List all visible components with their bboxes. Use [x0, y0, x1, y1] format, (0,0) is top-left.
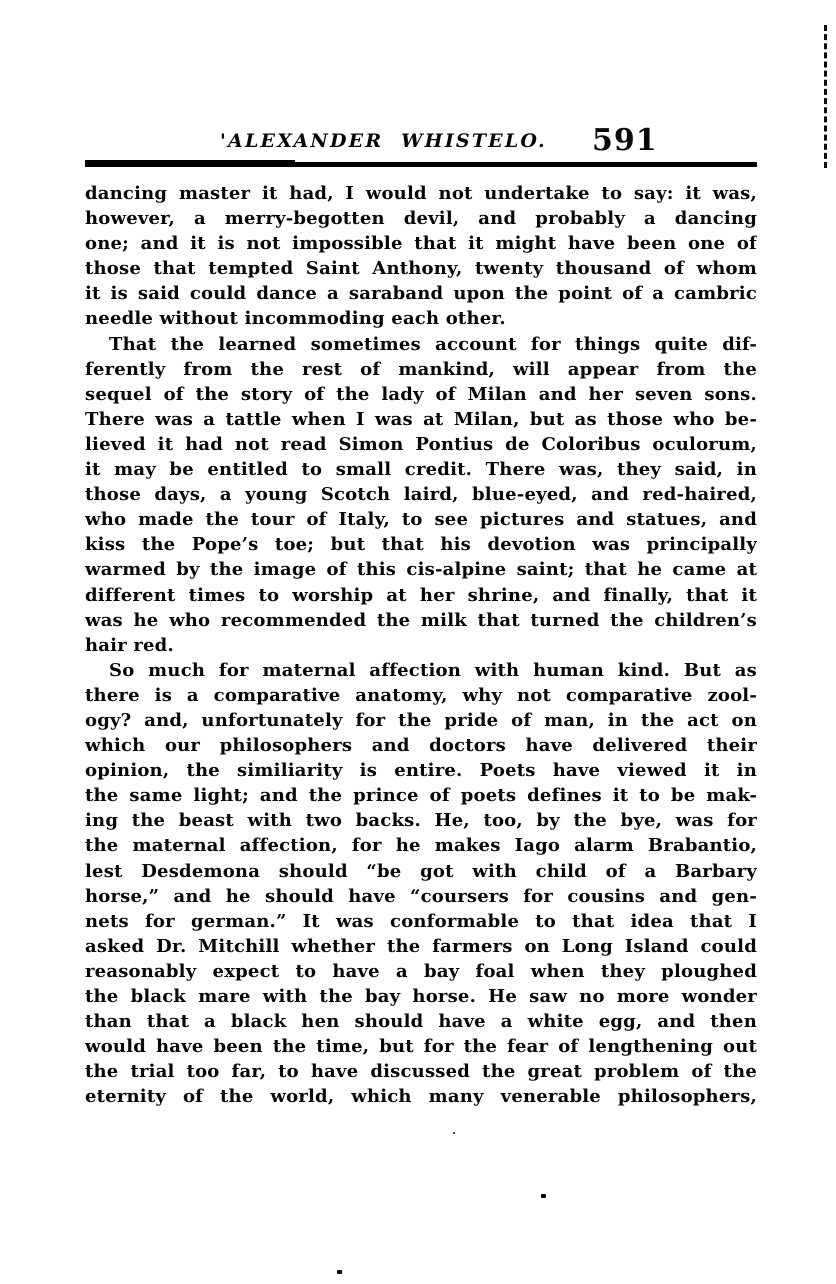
paragraph [85, 332, 757, 658]
text-line: would have been the time, but for the fear of lengthening out [85, 1036, 757, 1058]
running-header-title: 'ALEXANDER WHISTELO. [220, 130, 547, 152]
text-line: horse,” and he should have “coursers for cousins and gen- [85, 885, 757, 907]
text-line: hair red. [85, 634, 174, 656]
text-line: sequel of the story of the lady of Milan and her seven sons. [85, 383, 757, 405]
text-line: those days, a young Scotch laird, blue-eyed, and red-haired, [85, 484, 757, 506]
text-line: the same light; and the prince of poets defines it to be mak- [85, 785, 757, 807]
text-line: ferently from the rest of mankind, will appear from the [85, 358, 757, 380]
text-line: those that tempted Saint Anthony, twenty thousand of whom [85, 258, 757, 280]
text-line: There was a tattle when I was at Milan, but as those who be- [85, 408, 757, 430]
text-line: lieved it had not read Simon Pontius de Coloribus oculorum, [85, 433, 757, 455]
header-rule [85, 162, 757, 167]
page-body [85, 181, 757, 1109]
text-line: who made the tour of Italy, to see pictures and statues, and [85, 509, 757, 531]
text-line: the maternal affection, for he makes Iago alarm Brabantio, [85, 835, 757, 857]
text-line: the black mare with the bay horse. He saw no more wonder [85, 986, 757, 1007]
paragraph [85, 181, 757, 332]
text-line: That the learned sometimes account for things quite dif- [109, 333, 757, 355]
text-line: dancing master it had, I would not undertake to say: it was, [85, 183, 757, 204]
text-line: warmed by the image of this cis-alpine saint; that he came at [85, 559, 757, 581]
text-line: one; and it is not impossible that it might have been one of [85, 233, 757, 255]
text-line: needle without incommoding each other. [85, 308, 506, 330]
text-line: there is a comparative anatomy, why not comparative zool- [85, 684, 757, 706]
text-line: different times to worship at her shrine, and finally, that it [85, 584, 757, 606]
scan-artifact-dashed-edge [824, 25, 827, 168]
scan-artifact-speck [337, 1270, 342, 1274]
text-line: however, a merry-begotten devil, and probably a dancing [85, 208, 757, 230]
scan-artifact-speck [541, 1194, 546, 1198]
text-line: which our philosophers and doctors have delivered their [85, 735, 757, 757]
text-line: eternity of the world, which many venerable philosophers, [85, 1086, 757, 1108]
page-number: 591 [592, 123, 658, 158]
text-line: it is said could dance a saraband upon the point of a cambric [85, 283, 757, 305]
scan-artifact-speck [453, 1132, 455, 1134]
text-line: ing the beast with two backs. He, too, by the bye, was for [85, 810, 757, 832]
paragraph [85, 658, 757, 1110]
text-line: opinion, the similiarity is entire. Poets have viewed it in [85, 760, 757, 782]
text-line: than that a black hen should have a white egg, and then [85, 1011, 757, 1033]
text-line: asked Dr. Mitchill whether the farmers on Long Island could [85, 935, 757, 957]
text-line: ogy? and, unfortunately for the pride of man, in the act on [85, 709, 757, 731]
text-line: nets for german.” It was conformable to that idea that I [85, 910, 757, 932]
text-line: the trial too far, to have discussed the great problem of the [85, 1061, 757, 1083]
text-line: lest Desdemona should “be got with child of a Barbary [85, 860, 757, 882]
text-line: So much for maternal affection with human kind. But as [109, 659, 757, 681]
text-line: reasonably expect to have a bay foal when they ploughed [85, 960, 757, 982]
text-line: was he who recommended the milk that turned the children’s [85, 609, 757, 631]
text-line: kiss the Pope’s toe; but that his devotion was principally [85, 534, 757, 556]
text-line: it may be entitled to small credit. There was, they said, in [85, 459, 757, 481]
